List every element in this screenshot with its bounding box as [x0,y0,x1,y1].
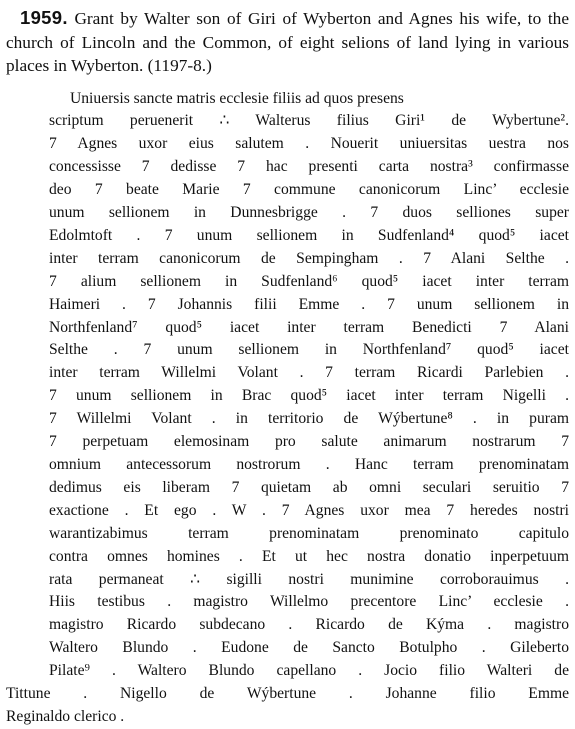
charter-heading [6,6,569,78]
text-line: 7 perpetuam elemosinam pro salute animarum nostrarum 7 [49,433,569,451]
charter-date: (1197-8.) [147,56,212,75]
text-line: Selthe . 7 unum sellionem in Northfenland⁷ quod⁵ iacet [49,341,569,359]
text-line: Haimeri . 7 Johannis filii Emme . 7 unum sellionem in [49,295,569,313]
text-line: unum sellionem in Dunnesbrigge . 7 duos selliones super [49,204,569,222]
text-line: omnium antecessorum nostrorum . Hanc terram prenominatam [49,456,569,473]
text-line: 7 unum sellionem in Brac quod⁵ iacet inter terram Nigelli . [49,387,569,405]
text-line: 7 Willelmi Volant . in territorio de Wýbertune⁸ . in puram [49,410,569,428]
text-line: 7 Agnes uxor eius salutem . Nouerit uniuersitas uestra nos [49,135,569,153]
text-line: scriptum peruenerit ∴ Walterus filius Giri¹ de Wybertune². [49,112,569,130]
text-line: concessisse 7 dedisse 7 hac presenti carta nostra³ confirmasse [49,158,569,176]
text-line: contra omnes homines . Et ut hec nostra donatio inperpetuum [49,547,569,565]
text-line: Waltero Blundo . Eudone de Sancto Botulpho . Gileberto [49,639,569,657]
charter-number: 1959. [20,7,68,28]
text-line: Reginaldo clerico . [6,707,125,725]
text-line: Tittune . Nigello de Wýbertune . Johanne filio Emme [6,685,569,703]
text-line: Hiis testibus . magistro Willelmo precentore Linc’ ecclesie . [49,593,569,611]
text-line: 7 alium sellionem in Sudfenland⁶ quod⁵ iacet inter terram [49,272,569,290]
text-line: Edolmtoft . 7 unum sellionem in Sudfenland⁴ quod⁵ iacet [49,226,569,244]
text-line: inter terram Willelmi Volant . 7 terram Ricardi Parlebien . [49,364,569,382]
text-line: Pilate⁹ . Waltero Blundo capellano . Jocio filio Walteri de [49,662,569,680]
text-line: warantizabimus terram prenominatam prenominato capitulo [49,524,569,542]
text-line: Northfenland⁷ quod⁵ iacet inter terram Benedicti 7 Alani [49,318,569,336]
text-line: exactione . Et ego . W . 7 Agnes uxor mea 7 heredes nostri [49,501,569,519]
charter-text [6,88,569,729]
text-line: Uniuersis sancte matris ecclesie filiis ad quos presens [70,89,404,107]
text-line: deo 7 beate Marie 7 commune canonicorum Linc’ ecclesie [49,181,569,199]
text-line: dedimus eis liberam 7 quietam ab omni seculari seruitio 7 [49,478,569,496]
text-line: magistro Ricardo subdecano . Ricardo de Kýma . magistro [49,616,569,634]
text-line: rata permaneat ∴ sigilli nostri munimine corroborauimus . [49,570,569,588]
charter-summary: Grant by Walter son of Giri of Wyberton and Agnes his wife, to the church of Lincoln and the Common, of eight selions of land lying in various places in Wyberton. [6,9,569,75]
text-line: inter terram canonicorum de Sempingham . 7 Alani Selthe . [49,249,569,267]
